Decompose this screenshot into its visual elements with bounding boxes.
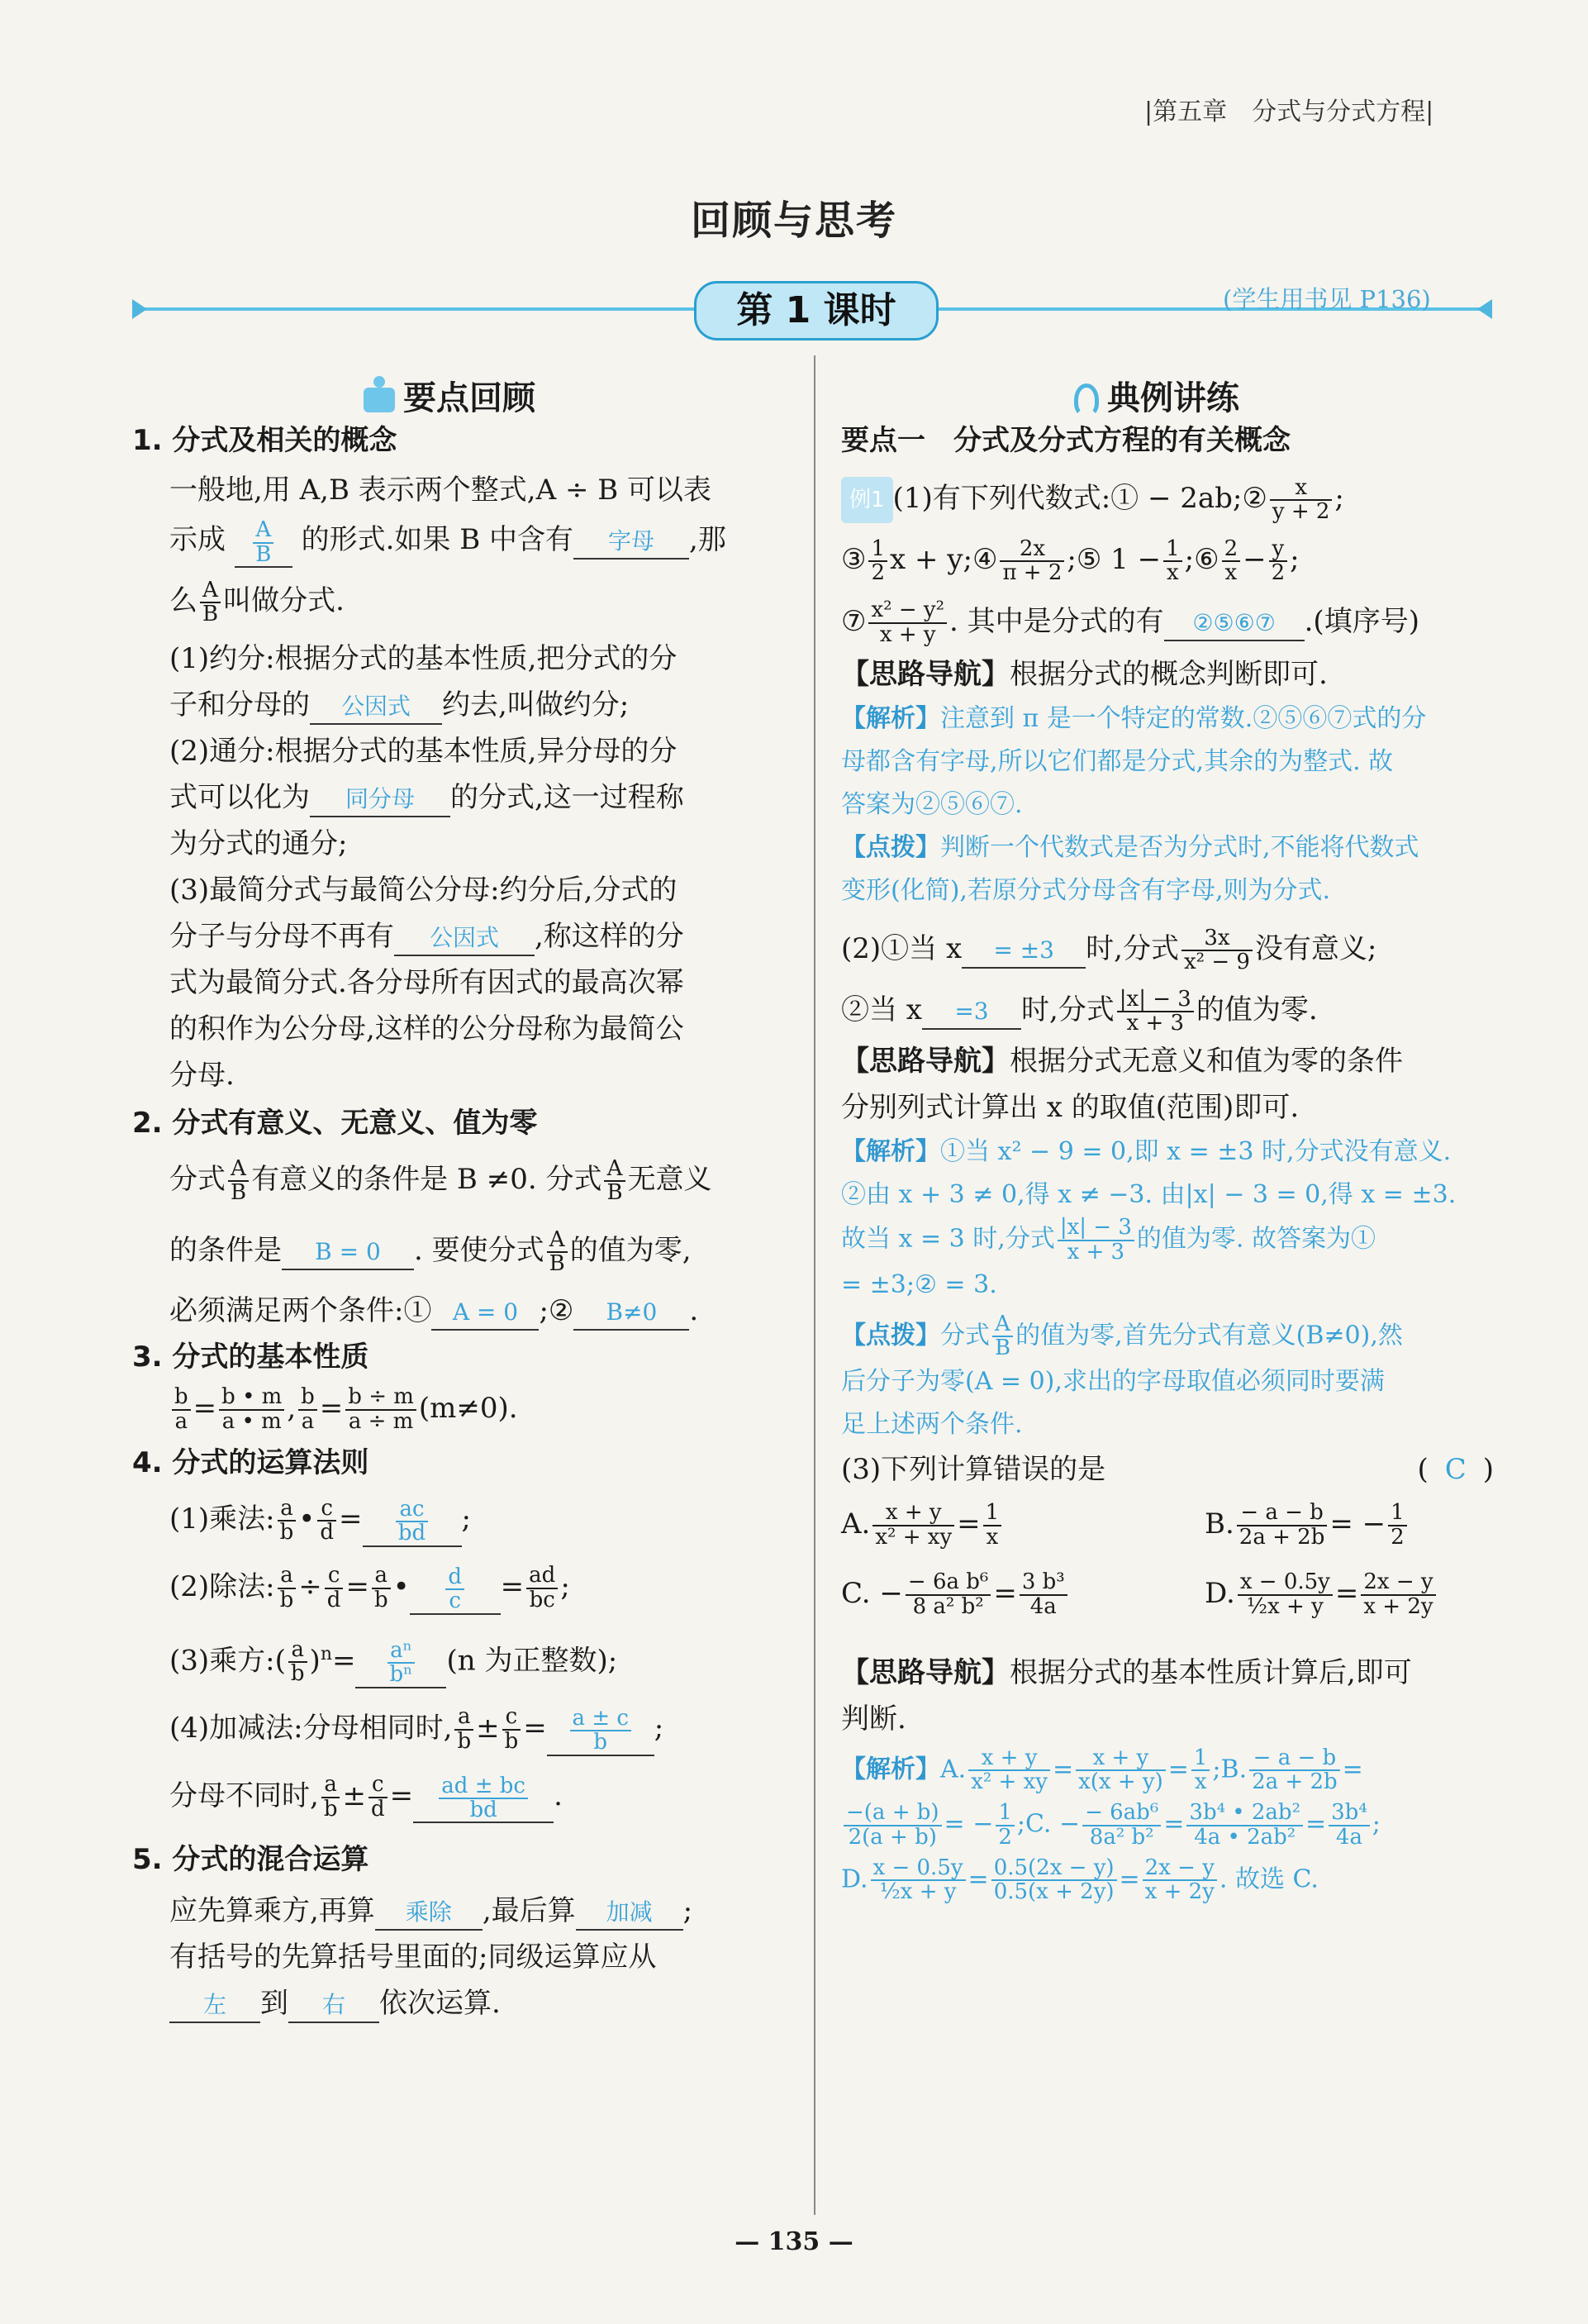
rule-right-arrow-icon <box>1477 299 1492 319</box>
point-2-title: 2. 分式有意义、无意义、值为零 <box>132 1107 538 1141</box>
page-number: — 135 — <box>735 2227 853 2256</box>
point-5-title: 5. 分式的混合运算 <box>132 1843 369 1877</box>
lesson-badge: 第 1 课时 <box>694 281 939 341</box>
book-icon <box>364 388 395 412</box>
page-title: 回顾与思考 <box>690 198 897 244</box>
ear-icon <box>1074 383 1099 417</box>
point-1-title: 1. 分式及相关的概念 <box>132 424 397 457</box>
point-4-title: 4. 分式的运算法则 <box>132 1445 369 1479</box>
chapter-header: |第五章 分式与分式方程| <box>1144 98 1434 126</box>
point-3-title: 3. 分式的基本性质 <box>132 1340 369 1374</box>
left-section-heading: 要点回顾 <box>364 372 535 419</box>
right-section-heading: 典例讲练 <box>1074 372 1239 419</box>
example-tag: 例1 <box>841 477 893 523</box>
key-point-1: 要点一 分式及分式方程的有关概念 <box>841 424 1291 457</box>
right-column: 要点一 分式及分式方程的有关概念 例1 (1)有下列代数式:① − 2ab;② $\frac{x}{y + 2}$ ; ③ $\frac{1}{2}$ x + y;④ $\frac{2x}{\pi + 2}$ ;⑤ 1 − $\frac{1}{x}$ ;⑥ $\frac{2}{x}$ − $\frac{y}{2}$ ; ⑦ $\frac{\text{x² − y²}}{x + y}$ . 其中是分式的有 ②⑤⑥⑦ .(填序号) 【思路导航】根据分式的概念判断即可. 【解析】注意到 π 是一个特定的常数.②⑤⑥⑦式的分 母都含有字母,所以它们都是分式,其余的为整式. 故 答案为②⑤⑥⑦. 【点拨】判断一个代数式是否为分式时,不能将代数式 变形(化简),若原分式分母含有字母,则为分式. (2)①当 x = ±3 时,分式 $\frac{3x}{\text{x² − 9}}$ 没有意义; ②当 x =3 时,分式 $\frac{|x| - 3}{x + 3}$ 的值为零. 【思路导航】根据分式无意义和值为零的条件 分别列式计算出 x 的取值(范围)即可. 【解析】①当 x² − 9 = 0,即 x = ±3 时,分式没有意义. ②由 x + 3 ≠ 0,得 x ≠ −3. 由|x| − 3 = 0,得 x = ±3. 故当 x = 3 时,分式 $\frac{|x| - 3}{x + 3}$ 的值为零. 故答案为① = ±3;② = 3. 【点拨】分式 $\frac{A}{B}$ 的值为零,首先分式有意义(B≠0),然 后分子为零(A = 0),求出的字母取值必须同时要满 足上述两个条件. (3)下列计算错误的是 ( C ) A. $\frac{x + y}{\text{x² + xy}}$ = $\frac{1}{x}$ B. $\frac{- a - b}{2a + 2b}$ = − $\frac{1}{2}$ C. − $\frac{\text{− 6a b⁶}}{\text{8 a² b²}}$ = $\frac{\text{3 b³}}{4a}$ D. $\frac{x - 0.5y}{\text{½x + y}}$ = $\frac{2x - y}{x + 2y}$ 【思路导航】根据分式的基本性质计算后,即可 判断. 【解析】A. $\frac{x + y}{\text{x² + xy}}$ = $\frac{x + y}{x(x + y)}$ = $\frac{1}{x}$ ;B. $\frac{- a - b}{2a + 2b}$ = $\frac{-(a + b)}{2(a + b)}$ = − $\frac{1}{2}$ ;C. − $\frac{\text{− 6ab⁶}}{\text{8a² b²}}$ = $\frac{\text{3b⁴ • 2ab²}}{\text{4a • 2ab²}}$ = $\frac{\text{3b⁴}}{4a}$ ; D. $\frac{x - 0.5y}{\text{½x + y}}$ = $\frac{0.5(2x - y)}{0.5(x + 2y)}$ = $\frac{2x - y}{x + 2y}$ . 故选 C. <box>841 417 1494 1903</box>
rule-left-arrow-icon <box>132 299 147 319</box>
column-divider <box>814 355 815 2215</box>
reference-note: (学生用书见 P136) <box>1223 285 1431 313</box>
left-column: 1. 分式及相关的概念 一般地,用 A,B 表示两个整式,A ÷ B 可以表 示成 $\frac{A}{B}$ 的形式.如果 B 中含有 字母 ,那 么 $\frac{A}{B}$ 叫做分式. (1)约分:根据分式的基本性质,把分式的分 子和分母的 公因式 约去,叫做约分; (2)通分:根据分式的基本性质,异分母的分 式可以化为 同分母 的分式,这一过程称 为分式的通分; (3)最简分式与最简公分母:约分后,分式的 分子与分母不再有 公因式 ,称这样的分 式为最简分式.各分母所有因式的最高次幂 的积作为公分母,这样的公分母称为最简公 分母. 2. 分式有意义、无意义、值为零 分式 $\frac{A}{B}$ 有意义的条件是 B ≠0. 分式 $\frac{A}{B}$ 无意义 的条件是 B = 0 . 要使分式 $\frac{A}{B}$ 的值为零, 必须满足两个条件:① A = 0 ;② B≠0 . 3. 分式的基本性质 $\frac{b}{a}$ = $\frac{b • m}{a • m}$ , $\frac{b}{a}$ = $\frac{b \div m}{a \div m}$ (m≠0). 4. 分式的运算法则 (1)乘法: $\frac{a}{b}$ • $\frac{c}{d}$ = $\frac{ac}{bd}$ ; (2)除法: $\frac{a}{b}$ ÷ $\frac{c}{d}$ = $\frac{a}{b}$ • $\frac{d}{c}$ = $\frac{ad}{bc}$ ; (3)乘方:( $\frac{a}{b}$ )$^n$= $\frac{\text{aⁿ}}{\text{bⁿ}}$ (n 为正整数); (4)加减法:分母相同时, $\frac{a}{b}$ ± $\frac{c}{b}$ = $\frac{a \pm c}{b}$ ; 分母不同时, $\frac{a}{b}$ ± $\frac{c}{d}$ = $\frac{ad \pm bc}{bd}$ . 5. 分式的混合运算 应先算乘方,再算 乘除 ,最后算 加减 ; 有括号的先算括号里面的;同级运算应从 左 到 右 依次运算. <box>132 417 793 2026</box>
